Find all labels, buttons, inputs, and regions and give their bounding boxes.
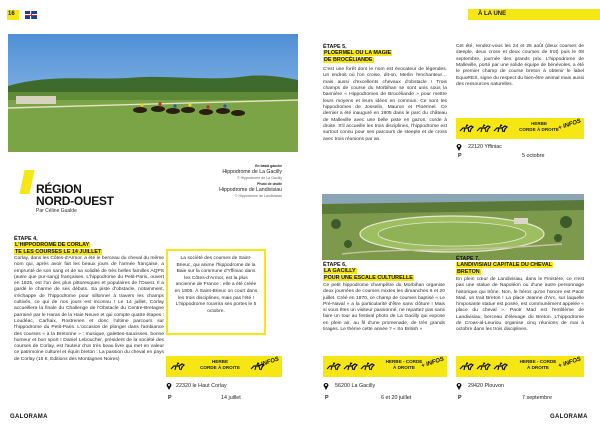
horse-rider-icon [459,362,475,371]
page-number-left-badge [7,10,19,20]
etape4-title: L'HIPPODROME DE CORLAY [15,242,90,249]
parking-icon: P [168,395,172,401]
region-title-line1: RÉGION [36,182,82,196]
etape4-subtitle: TE LES COURSES LE 14 JUILLET [15,248,102,255]
info-corlay-date: 14 juillet [221,395,241,401]
caption-landivisiau-credit: © Hippodrome de Landivisiau [234,194,282,198]
horse-rider-icon [326,362,342,371]
info-yffiniac-plus[interactable]: + INFOS [558,118,583,132]
caption-landivisiau-tag: Photo de droite [257,182,282,186]
etape6-text: Ce petit hippodrome champêtre du Morbihan organise deux journées de courses mixtes les dimanches 6 et 20 juillet. Créé en 1870, ce champ de courses baptisé « Le Pré-Naval » a la particularité d'être sans clôture ! Mais si vous êtes un visiteur passionné, ne repartez pas sans faire un tour au festival photo de La Gacilly qui expose en plein air, au fil d'une promenade, de très grands tirages. Le thème cette année ? « So British » [323,283,445,333]
saint-brieuc-text: La société des courses de Saint-Brieuc, qui anime l'hippodrome de la Baie sur la commune d'Yffiniac dans les Côtes-d'Armor, est la plus ancienne de France : elle a été créée en 1805. À Saint-Brieuc on court dans les trois disciplines, mais pas l'été ! L'hippodrome rouvrira ses portes le 5 octobre. [174,256,258,314]
info-bar-gacilly[interactable] [323,356,447,377]
region-title-accent [19,170,34,194]
info-bar-landivisiau[interactable] [456,356,584,377]
region-title [36,183,114,207]
info-corlay-discipline: HERBE [211,359,229,364]
horse-rider-icon [170,362,186,371]
etape5-text-left: C'est une forêt dont le nom est évocateur de légendes. Un endroit où l'on croise, dit-on, Merlin l'enchanteur… mais aussi d'excellents chevaux d'obstacle ! Trois champs de course du Morbihan se sont unis sous la bannière « Hippodromes de Brocéliande » pour mettre leurs moyens et leurs idées en commun. Ce sont les hippodromes de Josselin, Mauron et Ploërmel. Ce dernier a été inauguré en 1905 dans le parc du château de Malleville avec une belle piste en gazon, corde à droite. S'il accueille les trois disciplines, l'hippodrome est surtout connu pour ses parcours de steeple et de cross avec trois réunions par an. [323,67,447,142]
info-yffiniac-city: 22120 Yffiniac [468,144,502,150]
etape6-subtitle: POUR UNE ESCALE CULTURELLE [324,274,413,281]
horse-rider-icon [493,124,509,133]
map-pin-icon [166,382,172,390]
caption-gacilly-tag: En bas/à gauche [255,164,282,168]
horse-rider-icon [343,362,359,371]
info-landi-discipline: HERBE - CORDE [519,359,557,364]
section-tab [468,9,600,20]
uk-flag-icon[interactable] [25,11,37,19]
section-title: À LA UNE [478,11,507,17]
info-yffiniac-discipline: HERBE [530,121,548,126]
info-gacilly-date: 6 et 20 juillet [381,395,412,401]
caption-gacilly-credit: © Hippodrome de La Gacilly [237,176,282,180]
info-landi-city: 29420 Plouvon [468,383,504,389]
horse-rider-icon [476,362,492,371]
etape4-text: Corlay, dans les Côtes-d'Armor, a été le berceau du cheval du même nom qui, après avoir fait les beaux jours de l'armée française, a emprunté de son sang et de sa solidité de très belles familles AQPS (autre que pur-sang) françaises. L'hippodrome du Petit-Paris, ouvert en 1825, est l'un des plus pittoresques et populaires de l'Ouest. Il a gardé le charme de ses débuts. Sa piste d'obstacle, notamment, s'échappe de l'hippodrome pour sillonner à travers les champs cultivés, ce qui de nos jours est inconnu ! Le 14 juillet, Corlay accueillera la finale du Challenge de l'Obstacle du Centre-Bretagne parrainé par le Haras de la Haie Neuve et qui compte quatre étapes : Loudéac, Carhaix, Rostrenen et donc l'ultime parcours sur l'hippodrome du Petit-Paris. L'occasion de plonger dans l'ambiance des courses « à la Bretonne » : musique, galettes-saucisses, bonne humeur et bon sport ! Daniel Leboucher, président de la société des courses de Corlay, est l'auteur d'un très beau livre qui met en valeur ce patrimoine culturel et équin breton : La passion du cheval en pays de Corlay (15 €, Editions des Montagnes Noires) [14,256,164,362]
corlay-race-photo [8,34,298,152]
footer-left: GALORAMA [10,414,48,420]
saint-brieuc-box [166,249,266,335]
etape7-subtitle: BRETON [457,268,480,275]
info-corlay-corde: CORDE À DROITE [200,365,240,370]
etape7-heading [456,256,584,275]
etape6-heading [323,262,443,281]
info-yffiniac-corde: CORDE À DROITE [519,127,559,132]
info-landi-date: 7 septembre [522,395,552,401]
etape5-number: ÉTAPE 5, [323,44,347,50]
horse-rider-icon [360,362,376,371]
region-title-line2: NORD-OUEST [36,194,114,208]
landivisiau-aerial-photo [322,194,584,260]
horse-rider-icon [459,124,475,133]
caption-gacilly [178,163,282,181]
author-line: Par Céline Gualde [36,208,77,214]
page-number-left: 16 [8,11,15,17]
etape5-heading [323,44,447,63]
info-bar-yffiniac[interactable] [456,118,584,139]
info-gacilly-plus[interactable]: + INFOS [421,356,446,370]
horse-rider-icon [493,362,509,371]
horse-rider-icon [476,124,492,133]
etape7-text: En plein cœur de Landivisiau, dans le Finistère, ce n'est pas une statue de Napoléon ou d'une autre personnage historique qui trône. Non, le héros qu'on honore est Paotr Mad, un trait Breton ! La place Jeanne d'Arc, sur laquelle l'imposante statue est posée, est communément appelée « place du cheval ». Paotr Mad est l'emblème de Landivisiau, berceau d'élevage du Breton. L'hippodrome de Croas-al-Leuriou organise cinq réunions de mai à octobre dans les trois disciplines. [456,277,584,333]
etape5-subtitle: DE BROCÉLIANDE [324,56,373,63]
etape7-title: LANDIVISIAU CAPITALE DU CHEVAL [457,262,553,269]
map-pin-icon [456,382,462,390]
parking-icon: P [325,395,329,401]
etape6-number: ÉTAPE 6, [323,262,347,268]
map-pin-icon [456,143,462,151]
info-bar-corlay[interactable] [166,356,282,377]
etape6-title: LA GACILLY [324,268,356,275]
info-yffiniac-date: 5 octobre [522,153,545,159]
caption-landivisiau-name: Hippodrome de Landivisiau [219,187,282,193]
map-pin-icon [323,382,329,390]
parking-icon: P [458,395,462,401]
etape4-heading [14,236,164,255]
info-gacilly-corde: À DROITE [393,365,415,370]
info-landi-corde: À DROITE [527,365,549,370]
footer-right: GALORAMA [550,414,588,420]
etape4-number: ÉTAPE 4, [14,236,38,242]
caption-gacilly-name: Hippodrome de La Gacilly [222,169,282,175]
etape5-title: PLOERMEL OU LA MAGIE [324,50,392,57]
etape5-text-right: Cet été, rendez-vous les 24 et 25 août (deux courses de steeple, deux cross et deux courses de trot) puis le 08 septembre, journée des grands prix. L'hippodrome de Malleville, porté par une solide équipe de bénévoles, a été le premier champ de course breton à obtenir le label EquuRES, signe du respect du bien-être animal mais aussi des ressources naturelles. [456,44,584,88]
info-gacilly-discipline: HERBE - CORDE [385,359,423,364]
info-corlay-city: 22320 le Haut Corlay [176,383,227,389]
caption-landivisiau [178,181,282,199]
info-gacilly-city: 56200 La Gacilly [335,383,376,389]
info-landi-plus[interactable]: + INFOS [558,356,583,370]
etape7-number: ÉTAPE 7, [456,256,480,262]
parking-icon: P [458,153,462,159]
info-corlay-plus[interactable]: + INFOS [256,356,281,370]
